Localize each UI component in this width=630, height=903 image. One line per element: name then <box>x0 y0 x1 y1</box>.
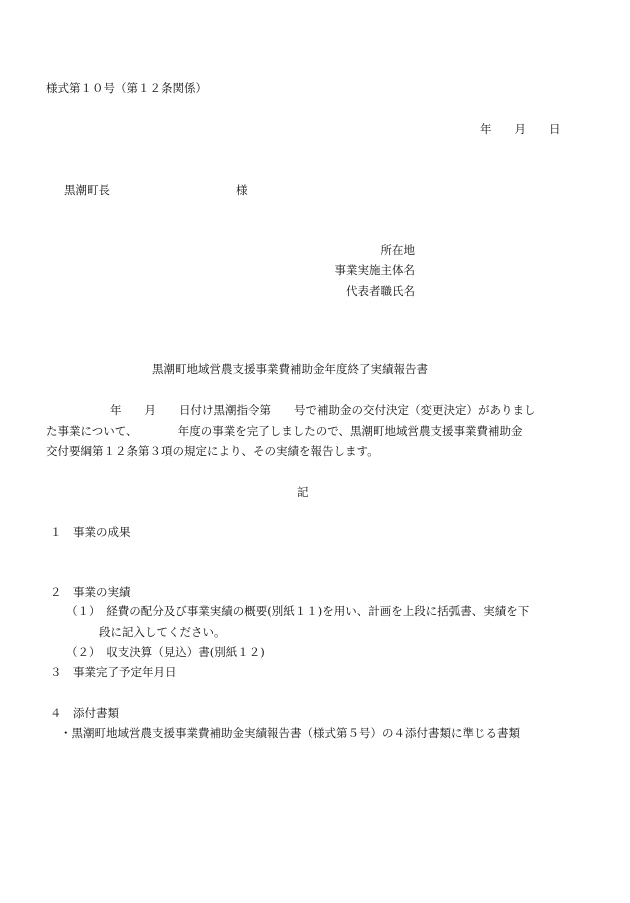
section-1-heading: １ 事業の成果 <box>50 525 131 539</box>
section-4-heading: ４ 添付書類 <box>50 706 119 720</box>
applicant-representative-label: 代表者職氏名 <box>346 284 415 298</box>
section-2-item-2: （２） 収支決算（見込）書(別紙１２) <box>66 645 265 659</box>
section-2-item-1-line-1: （１） 経費の配分及び事業実績の概要(別紙１１)を用い、計画を上段に括弧書、実績を下 <box>66 604 530 618</box>
section-2-item-1-line-2: 段に記入してください。 <box>99 625 226 639</box>
body-line-3: 交付要綱第１２条第３項の規定により、その実績を報告します。 <box>46 444 379 458</box>
document-title: 黒潮町地域営農支援事業費補助金年度終了実績報告書 <box>152 362 428 376</box>
section-3-heading: ３ 事業完了予定年月日 <box>50 665 177 679</box>
body-line-2: た事業について、 年度の事業を完了しましたので、黒潮町地域営農支援事業費補助金 <box>46 424 523 438</box>
date-line: 年 月 日 <box>480 122 561 136</box>
form-id: 様式第１０号（第１２条関係） <box>46 81 207 95</box>
section-4-item-1: ・黒潮町地域営農支援事業費補助金実績報告書（様式第５号）の４添付書類に準じる書類 <box>60 726 520 740</box>
recipient-name: 黒潮町長 <box>64 183 110 197</box>
applicant-address-label: 所在地 <box>380 243 415 257</box>
recipient-honorific: 様 <box>236 183 248 197</box>
section-2-heading: ２ 事業の実績 <box>50 585 131 599</box>
body-line-1: 年 月 日付け黒潮指令第 号で補助金の交付決定（変更決定）がありまし <box>110 403 536 417</box>
ki-heading: 記 <box>297 485 309 499</box>
applicant-entity-label: 事業実施主体名 <box>334 263 415 277</box>
